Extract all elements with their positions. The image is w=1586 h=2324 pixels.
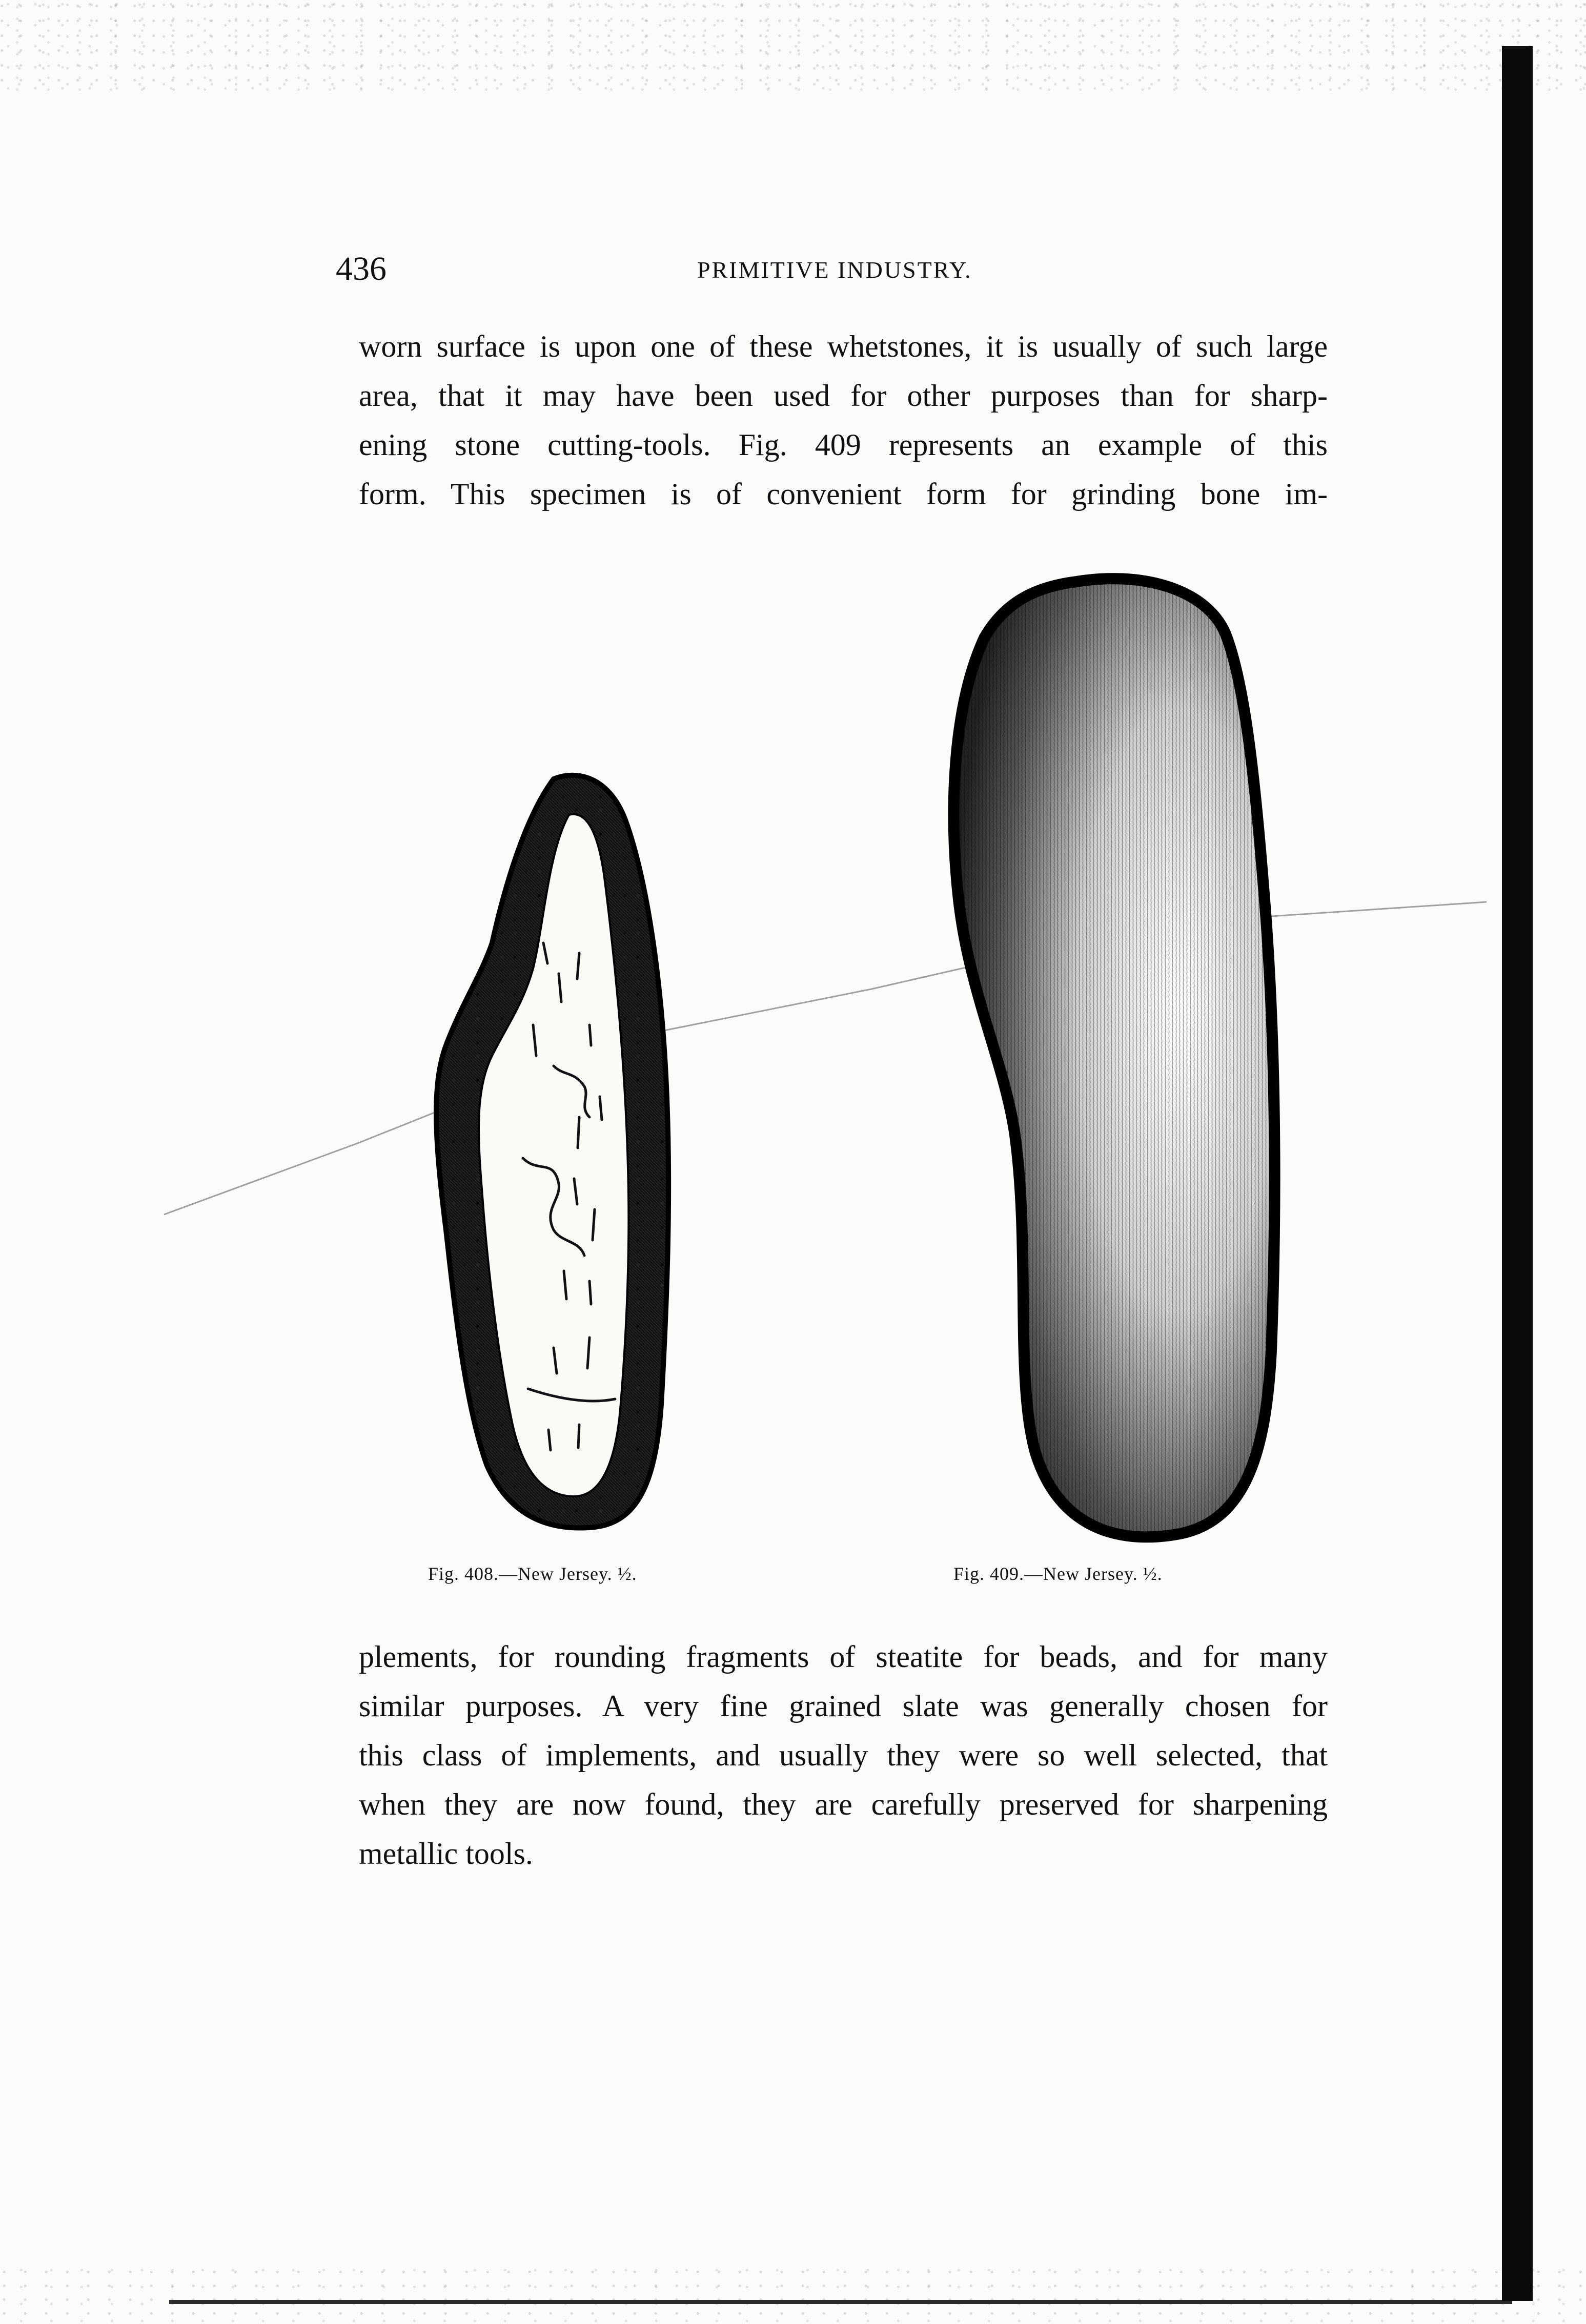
figure-409-whetstone-drawing bbox=[938, 571, 1297, 1545]
text-line: metallic tools. bbox=[359, 1837, 533, 1870]
page-number: 436 bbox=[336, 250, 387, 287]
text-line: when they are now found, they are carefully preserved for sharpening bbox=[359, 1787, 1328, 1821]
text-line: area, that it may have been used for other purposes than for sharp- bbox=[359, 379, 1328, 413]
text-line: worn surface is upon one of these whetstones, it is usually of such large bbox=[359, 330, 1328, 363]
text-line: ening stone cutting-tools. Fig. 409 represents an example of this bbox=[359, 428, 1328, 462]
running-head-title: PRIMITIVE INDUSTRY. bbox=[697, 257, 972, 283]
figure-408-whetstone-drawing bbox=[425, 758, 692, 1548]
figure-408-caption: Fig. 408.—New Jersey. ½. bbox=[428, 1564, 637, 1584]
paragraph-bottom bbox=[359, 1632, 1328, 1878]
text-line: form. This specimen is of convenient form for grinding bone im- bbox=[359, 477, 1328, 511]
text-line: this class of implements, and usually they were so well selected, that bbox=[359, 1738, 1328, 1772]
figure-409-caption: Fig. 409.—New Jersey. ½. bbox=[953, 1564, 1163, 1584]
text-line: plements, for rounding fragments of steatite for beads, and for many bbox=[359, 1640, 1328, 1674]
text-line: similar purposes. A very fine grained slate was generally chosen for bbox=[359, 1689, 1328, 1723]
